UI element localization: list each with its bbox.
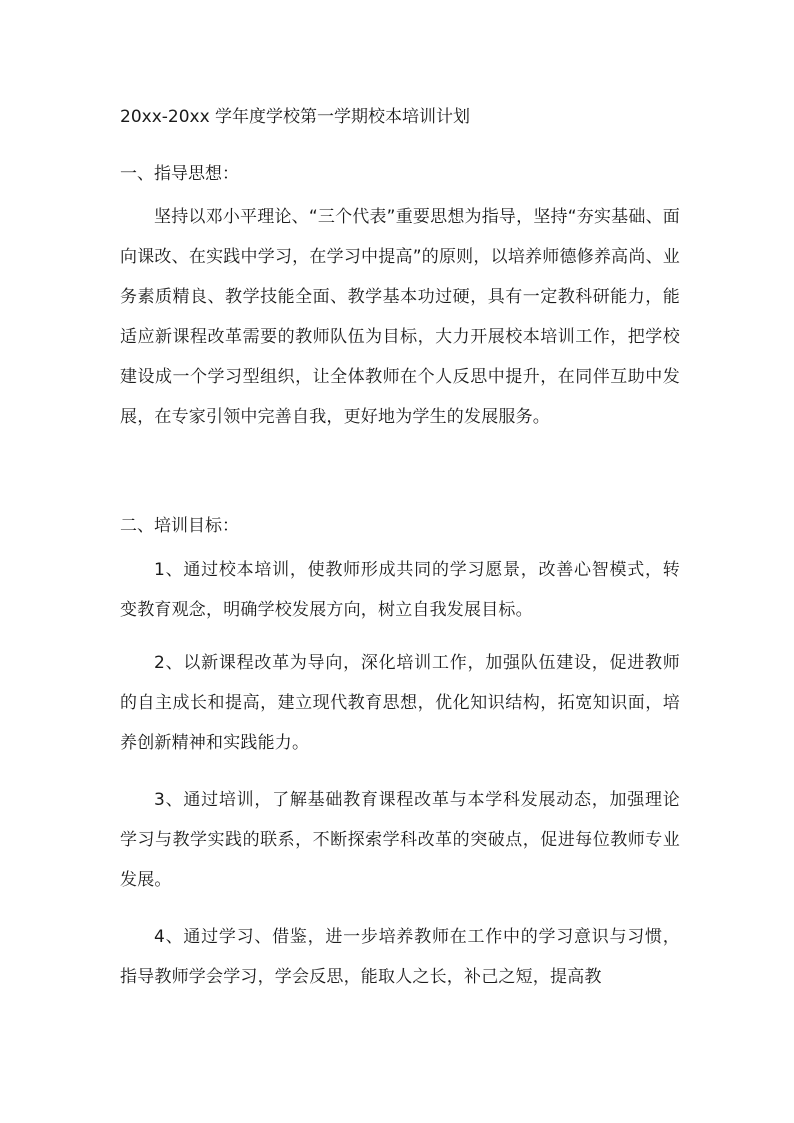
paragraph-goal-1: 1、通过校本培训，使教师形成共同的学习愿景，改善心智模式，转变教育观念，明确学校发展方向，树立自我发展目标。	[120, 560, 680, 620]
section-heading-training-goals: 二、培训目标：	[120, 516, 239, 536]
paragraph-goal-4: 4、通过学习、借鉴，进一步培养教师在工作中的学习意识与习惯，指导教师学会学习，学会反思，能取人之长，补己之短，提高教	[120, 927, 680, 987]
paragraph-guiding-ideology: 坚持以邓小平理论、“三个代表”重要思想为指导，坚持“夯实基础、面向课改、在实践中学习，在学习中提高”的原则，以培养师德修养高尚、业务素质精良、教学技能全面、教学基本功过硬，具有一定教科研能力，能适应新课程改革需要的教师队伍为目标，大力开展校本培训工作，把学校建设成一个学习型组织，让全体教师在个人反思中提升，在同伴互助中发展，在专家引领中完善自我，更好地为学生的发展服务。	[120, 207, 680, 427]
section-heading-guiding-ideology: 一、指导思想：	[120, 164, 239, 184]
document-title: 20xx-20xx 学年度学校第一学期校本培训计划	[120, 107, 471, 127]
paragraph-goal-3: 3、通过培训，了解基础教育课程改革与本学科发展动态，加强理论学习与教学实践的联系，不断探索学科改革的突破点，促进每位教师专业发展。	[120, 790, 680, 890]
paragraph-goal-2: 2、以新课程改革为导向，深化培训工作，加强队伍建设，促进教师的自主成长和提高，建立现代教育思想，优化知识结构，拓宽知识面，培养创新精神和实践能力。	[120, 653, 680, 753]
